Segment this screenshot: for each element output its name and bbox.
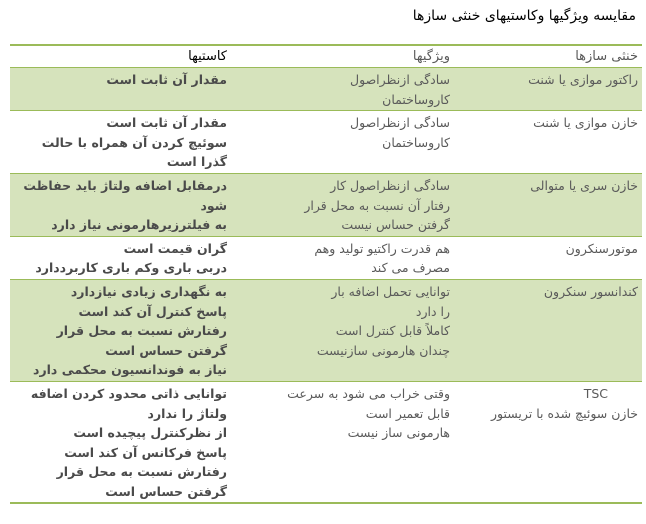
type-cell	[454, 381, 642, 503]
drawback-line: مقدار آن ثابت است	[106, 115, 227, 131]
drawback-line: گرفتن حساس است	[105, 342, 227, 358]
drawbacks-cell	[10, 279, 231, 381]
features-cell	[231, 173, 454, 236]
feature-line: کاروساختمان	[382, 134, 450, 150]
drawback-line: گران قیمت است	[123, 240, 227, 256]
drawback-line: به نگهداری زیادی نیازدارد	[70, 283, 227, 299]
type-cell	[454, 236, 642, 279]
drawback-line: مقدار آن ثابت است	[106, 72, 227, 87]
drawback-line: درمقابل اضافه ولتاژ باید حفاظت	[23, 177, 227, 193]
drawback-line: به فیلترزیرهارمونی نیاز دارد	[51, 217, 227, 233]
feature-line: رفتار آن نسبت به محل قرار	[304, 197, 450, 213]
table-header-row	[10, 45, 642, 68]
features-cell	[231, 111, 454, 174]
drawback-line: سوئیچ کردن آن همراه با حالت	[41, 134, 227, 150]
table-row	[10, 68, 642, 111]
type-line: موتورسنکرون	[565, 240, 638, 256]
feature-line: مصرف می کند	[371, 260, 450, 276]
drawbacks-cell	[10, 173, 231, 236]
drawbacks-cell	[10, 68, 231, 111]
type-line: خازن موازی یا شنت	[533, 115, 638, 131]
features-cell	[231, 68, 454, 111]
type-line: راکتور موازی یا شنت	[528, 72, 638, 87]
drawback-line: دربی باری وکم باری کاربرددارد	[35, 260, 227, 276]
type-line: خازن سری یا متوالی	[530, 177, 638, 193]
document-title: مقایسه ویژگیها وکاستیهای خنثی سازها	[412, 8, 636, 24]
header-type: خنثی سازها	[454, 45, 642, 68]
drawback-line: از نظرکنترل پیچیده است	[73, 425, 227, 441]
type-line: کندانسور سنکرون	[543, 283, 638, 299]
drawback-line: پاسخ فرکانس آن کند است	[64, 444, 227, 460]
drawback-line: گذرا است	[166, 154, 227, 170]
features-cell	[231, 279, 454, 381]
table-row	[10, 111, 642, 174]
features-cell	[231, 236, 454, 279]
feature-line: کاروساختمان	[382, 91, 450, 107]
feature-line: سادگی ازنظراصول	[350, 72, 450, 87]
feature-line: سادگی ازنظراصول کار	[330, 177, 450, 193]
drawback-line: توانایی ذاتی محدود کردن اضافه	[30, 385, 227, 401]
drawbacks-cell	[10, 236, 231, 279]
drawback-line: گرفتن حساس است	[105, 483, 227, 499]
type-cell	[454, 68, 642, 111]
type-line: خازن سوئیچ شده با تریستور	[490, 405, 638, 421]
drawback-line: شود	[200, 197, 227, 213]
drawback-line: پاسخ کنترل آن کند است	[78, 303, 227, 319]
drawback-line: رفتارش نسبت به محل قرار	[56, 464, 227, 480]
feature-line: را دارد	[415, 303, 450, 319]
features-cell	[231, 381, 454, 503]
feature-line: چندان هارمونی سازنیست	[316, 342, 450, 358]
type-cell	[454, 173, 642, 236]
feature-line: کاملاً قابل کنترل است	[335, 323, 450, 339]
feature-line: قابل تعمیر است	[365, 405, 450, 421]
feature-line: توانایی تحمل اضافه بار	[331, 283, 450, 299]
feature-line: گرفتن حساس نیست	[341, 217, 450, 233]
feature-line: وقتی خراب می شود به سرعت	[287, 385, 450, 401]
table-row	[10, 173, 642, 236]
feature-line: سادگی ازنظراصول	[350, 115, 450, 131]
type-cell	[454, 279, 642, 381]
comparison-table	[10, 44, 642, 504]
drawbacks-cell	[10, 381, 231, 503]
drawback-line: رفتارش نسبت به محل قرار	[56, 323, 227, 339]
type-label-line: TSC	[583, 385, 608, 401]
type-cell	[454, 111, 642, 174]
table-row	[10, 279, 642, 381]
drawback-line: ولتاژ را ندارد	[147, 405, 227, 421]
header-features: ویژگیها	[231, 45, 454, 68]
feature-line: هم قدرت راکتیو تولید وهم	[314, 240, 450, 256]
header-drawbacks: کاستیها	[10, 45, 231, 68]
drawbacks-cell	[10, 111, 231, 174]
feature-line: هارمونی ساز نیست	[347, 425, 450, 441]
table-row	[10, 236, 642, 279]
drawback-line: نیاز به فوندانسیون محکمی دارد	[33, 362, 227, 378]
table-row	[10, 381, 642, 503]
